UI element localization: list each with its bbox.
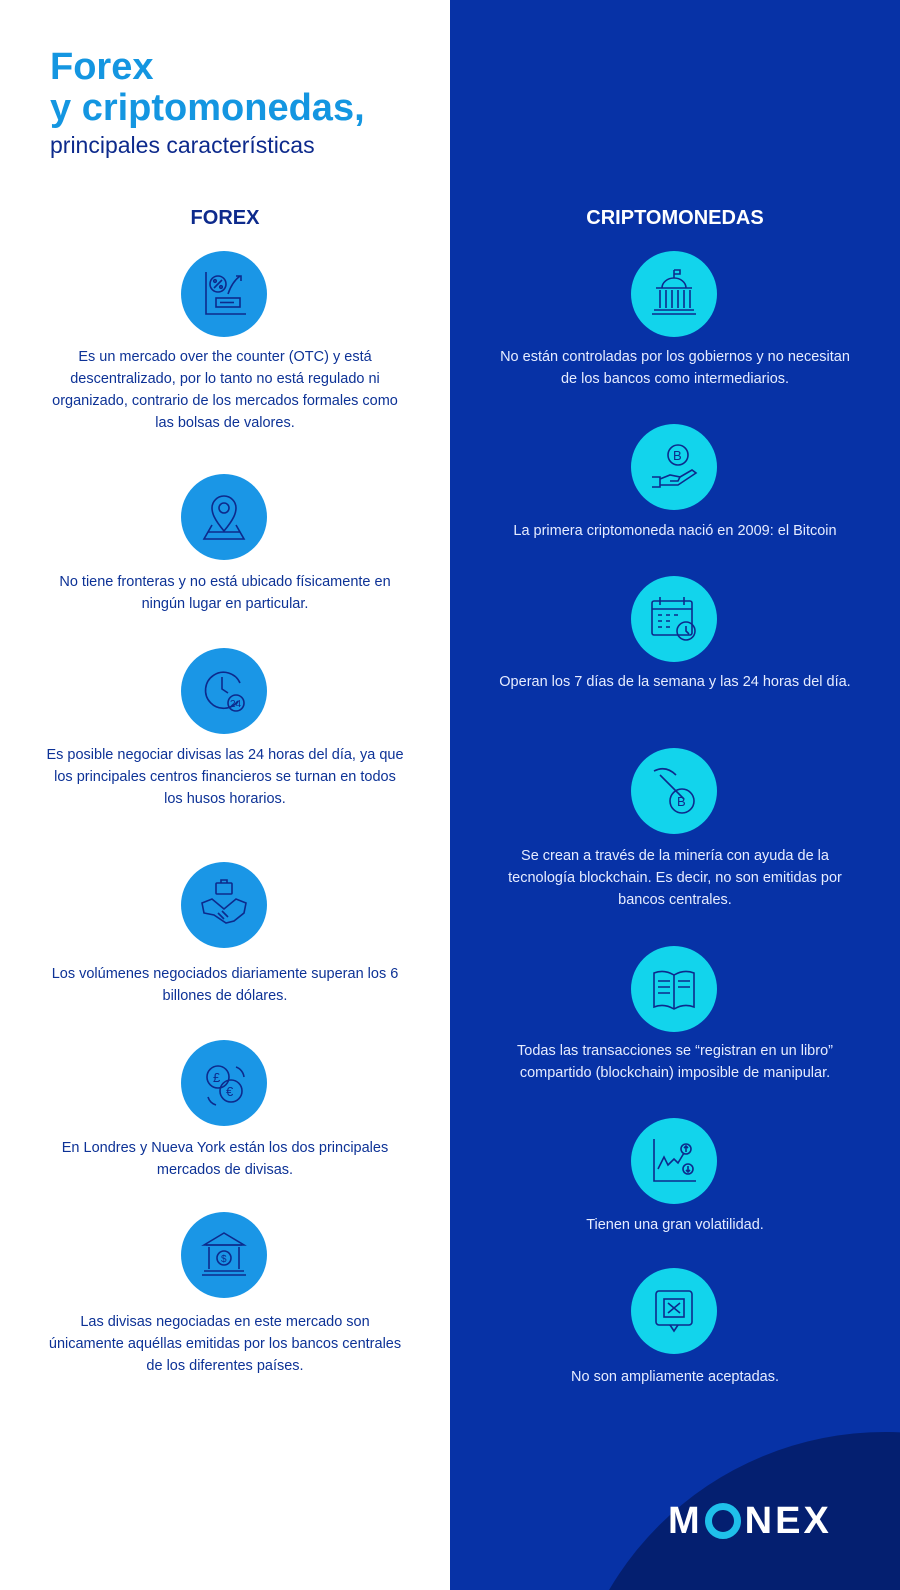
svg-text:€: € — [226, 1084, 234, 1099]
forex-text-1: Es un mercado over the counter (OTC) y está descentralizado, por lo tanto no está regulado ni organizado, contrario de los mercados formales como las bolsas de valores. — [52, 349, 398, 431]
bank-dollar-icon — [181, 1212, 267, 1298]
handshake-briefcase-icon — [181, 862, 267, 948]
cripto-text-7: No son ampliamente aceptadas. — [571, 1369, 779, 1385]
pickaxe-bitcoin-icon — [631, 748, 717, 834]
forex-text-6: Las divisas negociadas en este mercado son únicamente aquéllas emitidas por los bancos centrales de los diferentes países. — [48, 1314, 402, 1374]
cripto-text-5: Todas las transacciones se “registran en un libro” compartido (blockchain) imposible de manipular. — [517, 1043, 833, 1081]
svg-text:B: B — [677, 794, 686, 809]
clock-24-icon — [181, 648, 267, 734]
cripto-heading: CRIPTOMONEDAS — [586, 207, 764, 229]
monex-logo — [668, 1497, 832, 1545]
cripto-text-2: La primera criptomoneda nació en 2009: el Bitcoin — [513, 523, 837, 539]
rejected-x-icon — [631, 1268, 717, 1354]
logo-letters-nex: NEX — [744, 1500, 832, 1542]
page-subtitle: principales características — [50, 132, 315, 158]
cripto-text-6: Tienen una gran volatilidad. — [586, 1217, 764, 1233]
forex-text-2: No tiene fronteras y no está ubicado físicamente en ningún lugar en particular. — [59, 574, 391, 612]
calendar-clock-icon — [631, 576, 717, 662]
open-book-icon — [631, 946, 717, 1032]
map-pin-icon — [181, 474, 267, 560]
volatility-chart-icon — [631, 1118, 717, 1204]
forex-text-4: Los volúmenes negociados diariamente superan los 6 billones de dólares. — [51, 966, 399, 1004]
forex-text-3: Es posible negociar divisas las 24 horas del día, ya que los principales centros financieros se turnan en todos los husos horarios. — [46, 747, 404, 807]
government-building-icon — [631, 251, 717, 337]
currency-exchange-icon — [181, 1040, 267, 1126]
svg-text:£: £ — [213, 1070, 221, 1085]
page-title-line1: Forex — [50, 46, 154, 88]
bitcoin-hand-icon — [631, 424, 717, 510]
page-title-line2: y criptomonedas, — [50, 87, 365, 129]
svg-text:24: 24 — [230, 699, 242, 710]
cripto-text-3: Operan los 7 días de la semana y las 24 horas del día. — [499, 674, 851, 690]
forex-text-5: En Londres y Nueva York están los dos principales mercados de divisas. — [61, 1140, 389, 1178]
logo-ring-icon — [705, 1503, 741, 1539]
cripto-text-4: Se crean a través de la minería con ayuda de la tecnología blockchain. Es decir, no son emitidas por bancos centrales. — [508, 848, 842, 908]
svg-text:$: $ — [221, 1254, 227, 1265]
logo-letter-m: M — [668, 1500, 703, 1542]
forex-heading: FOREX — [190, 207, 260, 229]
percent-chart-icon — [181, 251, 267, 337]
cripto-text-1: No están controladas por los gobiernos y no necesitan de los bancos como intermediarios. — [500, 349, 850, 387]
svg-text:B: B — [673, 448, 682, 463]
